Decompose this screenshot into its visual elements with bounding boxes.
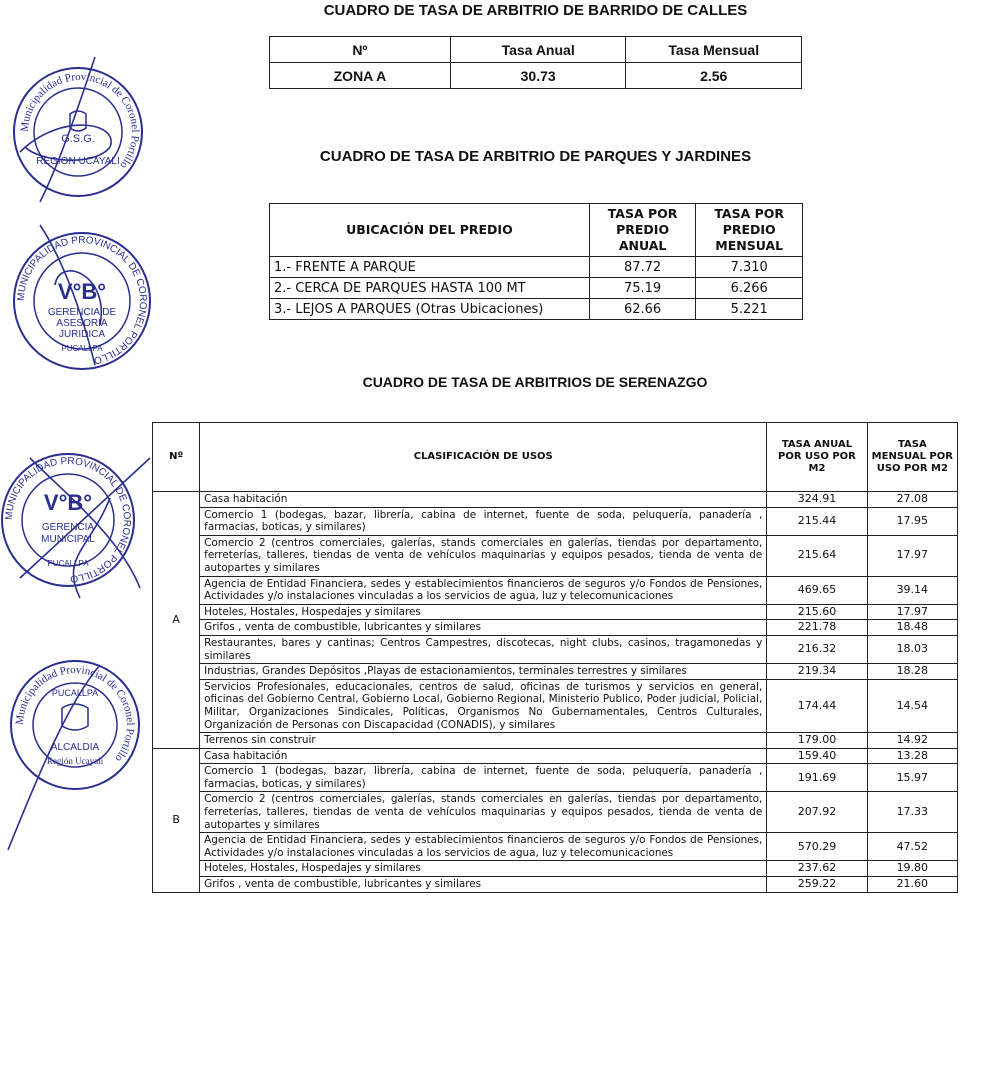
anual-cell: 30.73: [450, 63, 626, 89]
stamp-ring-text: Municipalidad Provincial de Coronel Portillo: [13, 663, 137, 764]
barrido-title: CUADRO DE TASA DE ARBITRIO DE BARRIDO DE CALLES: [323, 2, 748, 19]
tasa-anual-cell: 570.29: [767, 833, 867, 861]
stamp-mid-text: G.S.G.: [61, 133, 95, 145]
stamp-line1: GERENCIA DE: [47, 307, 117, 318]
tasa-mensual-cell: 19.80: [867, 861, 957, 877]
stamp-vb-text: V°B°: [57, 279, 107, 304]
table-row: [153, 679, 958, 732]
stamp-bottom-text: Región Ucayali: [46, 756, 104, 766]
tasa-mensual-cell: 15.97: [867, 764, 957, 792]
table-row: [153, 576, 958, 604]
tasa-anual-cell: 219.34: [767, 664, 867, 680]
anual-cell: 62.66: [589, 299, 696, 320]
tasa-mensual-cell: 17.95: [867, 507, 957, 535]
ubicacion-cell: 3.- LEJOS A PARQUES (Otras Ubicaciones): [270, 299, 590, 320]
tasa-mensual-cell: 14.92: [867, 733, 957, 749]
header-clasificacion: CLASIFICACIÓN DE USOS: [200, 423, 767, 492]
zona-cell: ZONA A: [270, 63, 451, 89]
uso-description-cell: Hoteles, Hostales, Hospedajes y similares: [200, 604, 767, 620]
table-row: [153, 764, 958, 792]
tasa-mensual-cell: 18.28: [867, 664, 957, 680]
mensual-cell: 6.266: [696, 278, 803, 299]
table-row: [153, 664, 958, 680]
table-row: [153, 733, 958, 749]
table-row: [153, 507, 958, 535]
uso-description-cell: Restaurantes, bares y cantinas; Centros Campestres, discotecas, night clubs, casinos, tragamonedas y similares: [200, 635, 767, 663]
stamp-line3: JURIDICA: [58, 329, 106, 340]
uso-description-cell: Hoteles, Hostales, Hospedajes y similares: [200, 861, 767, 877]
parques-title: CUADRO DE TASA DE ARBITRIO DE PARQUES Y JARDINES: [319, 148, 752, 165]
stamp-asesoria-juridica: [0, 215, 160, 375]
ubicacion-cell: 1.- FRENTE A PARQUE: [270, 257, 590, 278]
uso-description-cell: Grifos , venta de combustible, lubricantes y similares: [200, 620, 767, 636]
tasa-anual-cell: 191.69: [767, 764, 867, 792]
header-tasa-anual: TASA ANUAL POR USO POR M2: [767, 423, 867, 492]
uso-description-cell: Agencia de Entidad Financiera, sedes y establecimientos financieros de seguros y/o Fondos de Pensiones, Actividades y/o instalaciones vinculadas a los servicios de agua, luz y telecomunicaciones: [200, 833, 767, 861]
tasa-mensual-cell: 18.48: [867, 620, 957, 636]
table-row: [270, 257, 803, 278]
tasa-anual-cell: 324.91: [767, 492, 867, 508]
table-row: [270, 299, 803, 320]
tasa-mensual-cell: 14.54: [867, 679, 957, 732]
tasa-mensual-cell: 17.33: [867, 792, 957, 833]
tasa-anual-cell: 237.62: [767, 861, 867, 877]
stamp-line2: ASESORIA: [56, 318, 108, 329]
anual-cell: 87.72: [589, 257, 696, 278]
header-n: Nº: [270, 37, 451, 63]
tasa-mensual-cell: 47.52: [867, 833, 957, 861]
stamp-ring-text: MUNICIPALIDAD PROVINCIAL DE CORONEL PORTILLO: [3, 455, 133, 585]
header-ubicacion: UBICACIÓN DEL PREDIO: [270, 204, 590, 257]
zone-label: A: [153, 492, 200, 749]
tasa-anual-cell: 174.44: [767, 679, 867, 732]
stamp-ring-text: Municipalidad Provincial de Coronel Portillo: [18, 70, 142, 171]
serenazgo-table: [152, 422, 958, 893]
mensual-cell: 2.56: [626, 63, 802, 89]
stamp-mid-text: ALCALDIA: [50, 742, 100, 753]
tasa-anual-cell: 215.64: [767, 535, 867, 576]
uso-description-cell: Comercio 1 (bodegas, bazar, librería, cabina de internet, fuente de soda, peluquería, panadería , farmacias, boticas, y similares): [200, 764, 767, 792]
header-tasa-anual: Tasa Anual: [450, 37, 626, 63]
table-row: [153, 748, 958, 764]
tasa-anual-cell: 215.60: [767, 604, 867, 620]
tasa-anual-cell: 179.00: [767, 733, 867, 749]
tasa-anual-cell: 216.32: [767, 635, 867, 663]
zone-label: B: [153, 748, 200, 892]
stamp-gerencia-municipal: [0, 438, 170, 618]
tasa-anual-cell: 159.40: [767, 748, 867, 764]
mensual-cell: 7.310: [696, 257, 803, 278]
tasa-anual-cell: 259.22: [767, 877, 867, 893]
tasa-mensual-cell: 18.03: [867, 635, 957, 663]
table-row: [153, 792, 958, 833]
table-row: [153, 861, 958, 877]
header-tasa-mensual: TASA POR PREDIO MENSUAL: [696, 204, 803, 257]
stamp-vb-text: V°B°: [43, 490, 93, 515]
tasa-anual-cell: 207.92: [767, 792, 867, 833]
tasa-anual-cell: 215.44: [767, 507, 867, 535]
uso-description-cell: Casa habitación: [200, 748, 767, 764]
tasa-mensual-cell: 39.14: [867, 576, 957, 604]
uso-description-cell: Casa habitación: [200, 492, 767, 508]
anual-cell: 75.19: [589, 278, 696, 299]
table-header-row: [270, 37, 802, 63]
header-n: Nº: [153, 423, 200, 492]
tasa-mensual-cell: 21.60: [867, 877, 957, 893]
uso-description-cell: Terrenos sin construir: [200, 733, 767, 749]
stamp-bottom-text: PUCALLPA: [61, 344, 103, 353]
table-row: [153, 620, 958, 636]
header-tasa-anual: TASA POR PREDIO ANUAL: [589, 204, 696, 257]
uso-description-cell: Agencia de Entidad Financiera, sedes y establecimientos financieros de seguros y/o Fondos de Pensiones, Actividades y/o instalaciones vinculadas a los servicios de agua, luz y telecomunicaciones: [200, 576, 767, 604]
uso-description-cell: Grifos , venta de combustible, lubricantes y similares: [200, 877, 767, 893]
tasa-mensual-cell: 13.28: [867, 748, 957, 764]
tasa-anual-cell: 221.78: [767, 620, 867, 636]
table-row: [270, 63, 802, 89]
uso-description-cell: Comercio 1 (bodegas, bazar, librería, cabina de internet, fuente de soda, peluquería, panadería , farmacias, boticas, y similares): [200, 507, 767, 535]
ubicacion-cell: 2.- CERCA DE PARQUES HASTA 100 MT: [270, 278, 590, 299]
uso-description-cell: Industrias, Grandes Depósitos ,Playas de estacionamientos, terminales terrestres y similares: [200, 664, 767, 680]
table-row: [153, 877, 958, 893]
zona-b-group: [153, 748, 958, 892]
stamp-bottom-text: PUCALLPA: [47, 559, 89, 568]
stamp-bottom-text: REGION UCAYALI: [36, 156, 120, 167]
table-row: [153, 535, 958, 576]
table-row: [153, 635, 958, 663]
zona-a-group: [153, 492, 958, 749]
header-tasa-mensual: Tasa Mensual: [626, 37, 802, 63]
tasa-mensual-cell: 27.08: [867, 492, 957, 508]
tasa-anual-cell: 469.65: [767, 576, 867, 604]
stamp-secretaria-general: [0, 52, 160, 212]
stamp-alcaldia: [0, 650, 160, 860]
header-tasa-mensual: TASA MENSUAL POR USO POR M2: [867, 423, 957, 492]
tasa-mensual-cell: 17.97: [867, 604, 957, 620]
stamp-line2: MUNICIPAL: [41, 534, 95, 545]
serenazgo-title: CUADRO DE TASA DE ARBITRIOS DE SERENAZGO: [362, 374, 708, 390]
uso-description-cell: Comercio 2 (centros comerciales, galerías, stands comerciales en galerías, tiendas por departamento, ferreterías, talleres, tiendas de venta de vehículos maquinarias y equipos pesados, tienda de venta de autopartes y similares: [200, 535, 767, 576]
uso-description-cell: Comercio 2 (centros comerciales, galerías, stands comerciales en galerías, tiendas por departamento, ferreterías, talleres, tiendas de venta de vehículos maquinarias y equipos pesados, tienda de venta de autopartes y similares: [200, 792, 767, 833]
table-row: [270, 278, 803, 299]
stamp-top-text: PUCALLPA: [51, 688, 99, 698]
table-row: [153, 604, 958, 620]
table-row: [153, 492, 958, 508]
mensual-cell: 5.221: [696, 299, 803, 320]
parques-table: [269, 203, 803, 320]
stamp-line1: GERENCIA: [41, 522, 95, 533]
barrido-table: [269, 36, 802, 89]
table-header-row: [270, 204, 803, 257]
stamp-ring-text: MUNICIPALIDAD PROVINCIAL DE CORONEL PORTILLO: [15, 234, 149, 366]
tasa-mensual-cell: 17.97: [867, 535, 957, 576]
uso-description-cell: Servicios Profesionales, educacionales, centros de salud, oficinas de turismos y servicios en general, oficinas del Gobierno Central, Gobierno Local, Gobierno Regional, Ministerio Publico, Poder judicial, Policial, Militar, Organizaciones Sindicales, Políticas, Organismos No Gubernamentales, Centros Culturales, Organización de Personas con Discapacidad (CONADIS), y similares: [200, 679, 767, 732]
table-row: [153, 833, 958, 861]
table-header-row: [153, 423, 958, 492]
